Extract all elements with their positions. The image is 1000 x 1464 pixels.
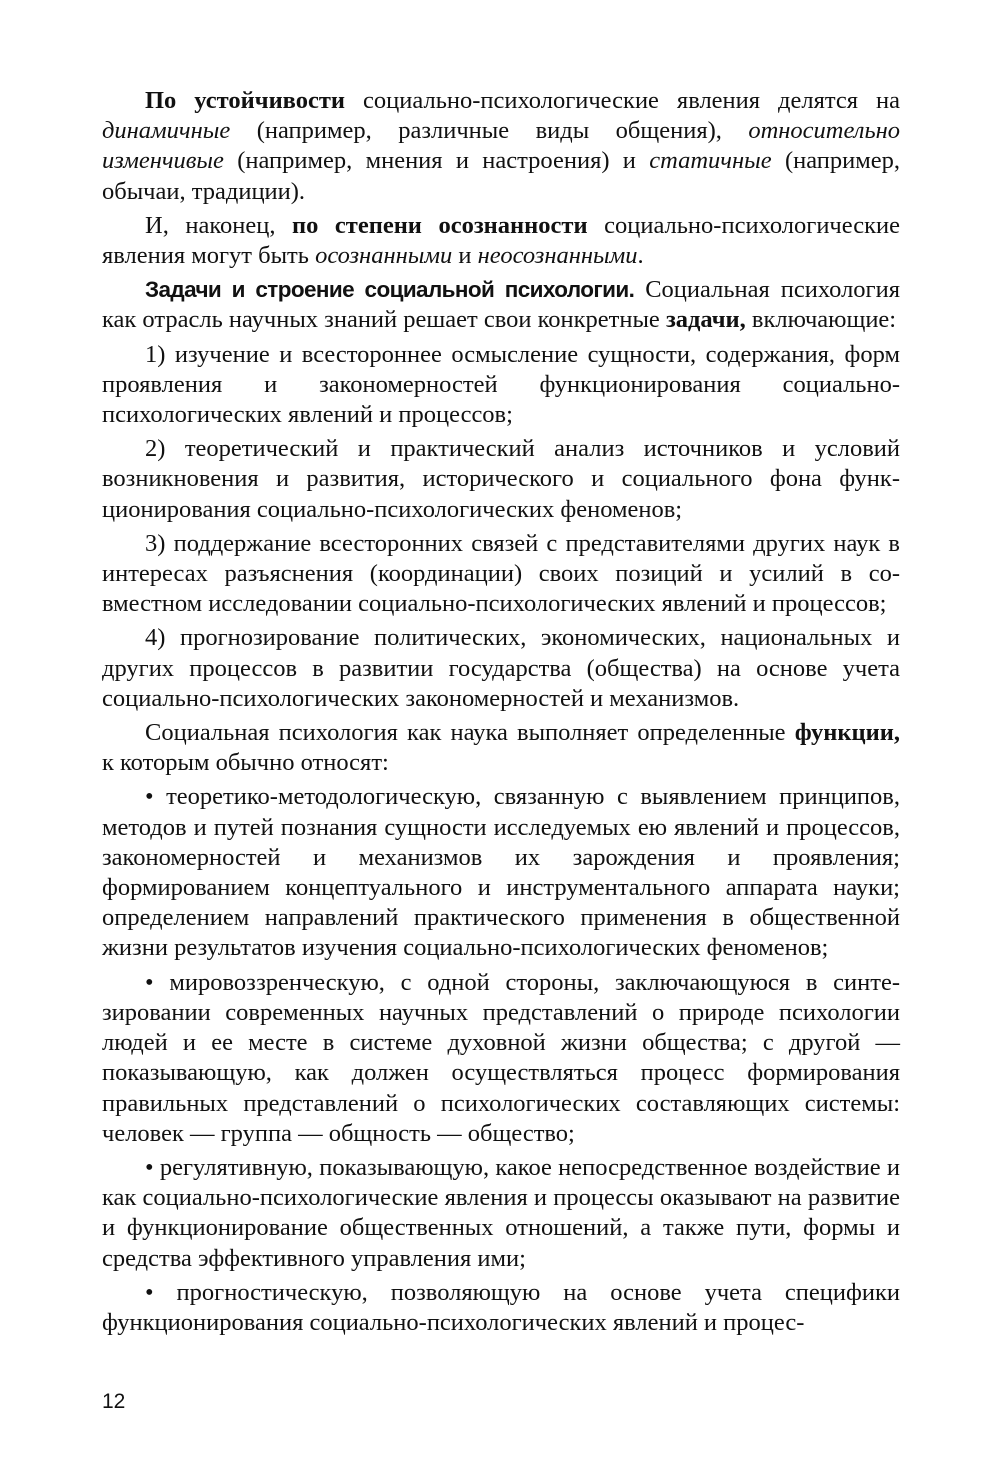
term-dynamic: динамичные xyxy=(102,117,231,145)
term-functions: функции, xyxy=(794,719,900,747)
term-awareness: по степени осознанности xyxy=(292,211,588,239)
paragraph-functions-intro: Социальная психология как наука выполняет определенные функции, к которым обычно относят: xyxy=(102,719,900,777)
term-conscious: осознанными xyxy=(315,242,453,270)
section-heading-tasks: Задачи и строение социальной психологии. xyxy=(145,277,635,303)
term-tasks: задачи, xyxy=(665,306,746,334)
paragraph-tasks-intro: Задачи и строение социальной психологии. Социальная психология как отрасль научных знаний решает свои конкретные задачи, включающие: xyxy=(102,276,900,334)
term-relatively-changeable: относительно изменчивые xyxy=(102,117,900,175)
list-item: 1) изучение и всестороннее осмысление сущности, содержания, форм проявления и закономерностей функционирования социально-психологических явлений и процессов; xyxy=(102,340,900,429)
page-body xyxy=(102,86,900,1342)
list-item: 3) поддержание всесторонних связей с представителями других наук в интересах разъяснения (координации) своих позиций и усилий в совместном исследовании социально-психологических явлений и процессов; xyxy=(102,529,900,618)
paragraph-stability: По устойчивости социально-психологические явления делятся на динамичные (например, различные виды общения), относительно изменчивые (например, мнения и настроения) и статичные (например, обычаи, традиции). xyxy=(102,87,900,205)
list-item: 4) прогнозирование политических, экономических, национальных и других процессов в развитии государства (общества) на основе учета социально-психологических закономерностей и механизмов. xyxy=(102,624,900,712)
list-item: • мировоззренческую, с одной стороны, заключающуюся в синтезировании современных научных представлений о природе психологии людей и ее месте в системе духовной жизни общества; с другой — показывающую, как должен осуществляться процесс формирования правильных представлений о психологических составляющих системы: человек — группа — общность — общество; xyxy=(102,968,900,1147)
paragraph-awareness: И, наконец, по степени осознанности социально-психологические явления могут быть осознанными и неосознанными. xyxy=(102,211,901,270)
page-number: 12 xyxy=(102,1390,126,1413)
term-static: статичные xyxy=(649,147,772,175)
list-item: • регулятивную, показывающую, какое непосредственное воздействие и как социально-психологические явления и процессы оказывают на развитие и функционирование общественных отношений, а также пути, формы и средства эффективного управления ими; xyxy=(102,1153,900,1272)
list-item: • теоретико-методологическую, связанную с выявлением принципов, методов и путей познания сущности исследуемых ею явлений и процессов, закономерностей и механизмов их зарождения и проявления; формированием концептуального и инструментального аппарата науки; определением направлений практического применения в общественной жизни результатов изучения социально-психологических феноменов; xyxy=(102,783,900,962)
term-unconscious: неосознанными xyxy=(477,242,638,270)
list-item: • прогностическую, позволяющую на основе учета специфики функционирования социально-психологических явлений и процес- xyxy=(102,1278,900,1336)
list-item: 2) теоретический и практический анализ источников и условий возникновения и развития, исторического и социального фона функционирования социально-психологических феноменов; xyxy=(102,435,900,523)
term-stability: По устойчивости xyxy=(145,87,346,114)
